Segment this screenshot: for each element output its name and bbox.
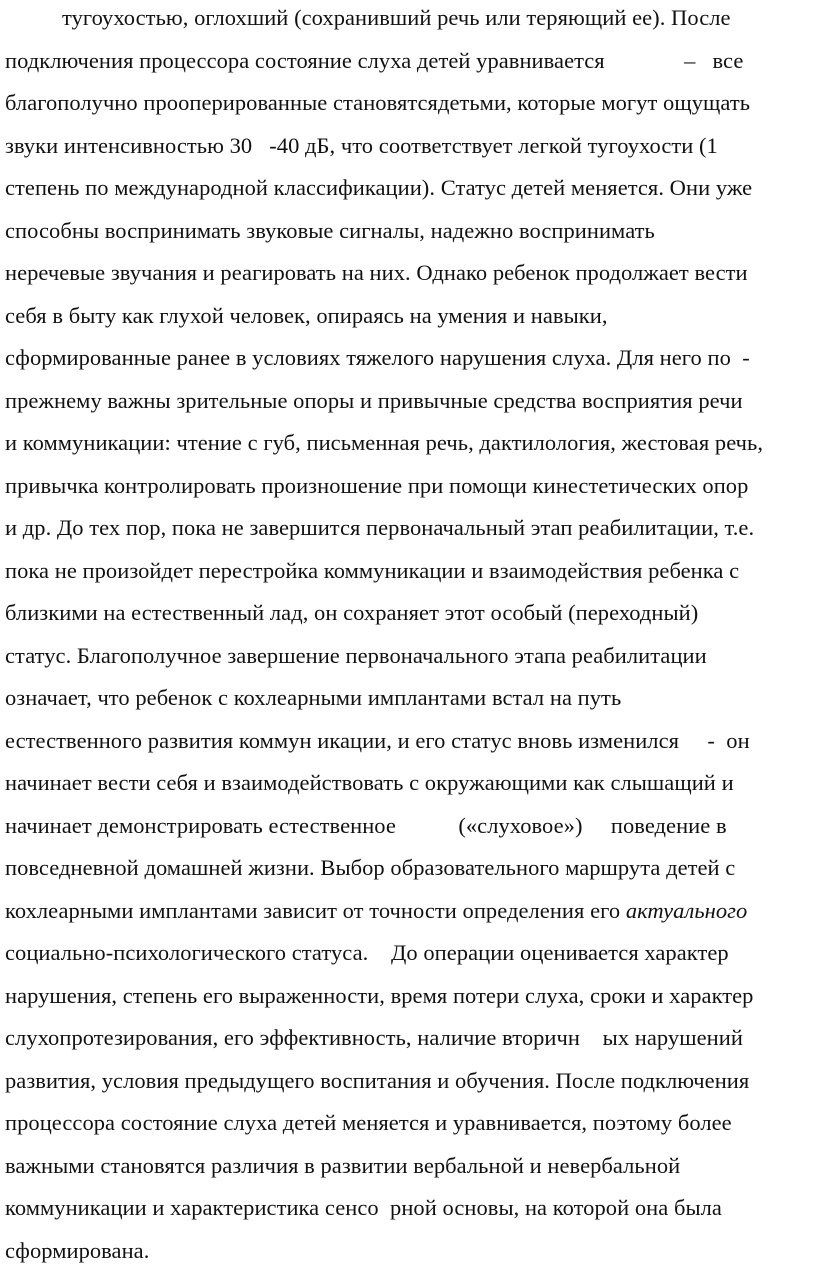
text-line: означает, что ребенок с кохлеарными имплантами встал на путь — [5, 685, 622, 710]
text-line: коммуникации и характеристика сенсо рной основы, на которой она была — [5, 1195, 722, 1220]
text-line: пока не произойдет перестройка коммуникации и взаимодействия ребенка с — [5, 558, 740, 583]
text-line: степень по международной классификации). Статус детей меняется. Они уже — [5, 175, 753, 200]
text-line: социально-психологического статуса. До операции оценивается характер — [5, 940, 729, 965]
text-line: слухопротезирования, его эффективность, наличие вторичн ых нарушений — [5, 1025, 743, 1050]
text-line: себя в быту как глухой человек, опираясь на умения и навыки, — [5, 303, 608, 328]
text-line: и др. До тех пор, пока не завершится первоначальный этап реабилитации, т.е. — [5, 515, 755, 540]
text-line: привычка контролировать произношение при помощи кинестетических опор — [5, 473, 749, 498]
text-line: способны воспринимать звуковые сигналы, надежно воспринимать — [5, 218, 655, 243]
text-line: естественного развития коммун икации, и его статус вновь изменился - он — [5, 728, 750, 753]
text-line: процессора состояние слуха детей меняется и уравнивается, поэтому более — [5, 1110, 732, 1135]
text-line: прежнему важны зрительные опоры и привычные средства восприятия речи — [5, 388, 743, 413]
text-line: тугоухостью, оглохший (сохранивший речь или теряющий ее). После — [62, 5, 731, 30]
text-line: звуки интенсивностью 30 -40 дБ, что соответствует легкой тугоухости (1 — [5, 133, 718, 158]
text-line: развития, условия предыдущего воспитания и обучения. После подключения — [5, 1068, 750, 1093]
text-line: сформирована. — [5, 1238, 150, 1263]
text-line: начинает вести себя и взаимодействовать с окружающими как слышащий и — [5, 770, 734, 795]
text-line — [5, 897, 747, 925]
text-line: и коммуникации: чтение с губ, письменная речь, дактилология, жестовая речь, — [5, 430, 764, 455]
text-line: важными становятся различия в развитии вербальной и невербальной — [5, 1153, 681, 1178]
text-line: подключения процессора состояние слуха детей уравнивается – все — [5, 48, 744, 73]
text-line: неречевые звучания и реагировать на них. Однако ребенок продолжает вести — [5, 260, 748, 285]
text-line: статус. Благополучное завершение первоначального этапа реабилитации — [5, 643, 707, 668]
text-line: сформированные ранее в условиях тяжелого нарушения слуха. Для него по - — [5, 345, 750, 370]
text-line: благополучно прооперированные становятсядетьми, которые могут ощущать — [5, 90, 751, 115]
text-line: повседневной домашней жизни. Выбор образовательного маршрута детей с — [5, 855, 736, 880]
italic-term: актуального — [625, 898, 748, 923]
text-line: начинает демонстрировать естественное («слуховое») поведение в — [5, 813, 727, 838]
text-line: близкими на естественный лад, он сохраняет этот особый (переходный) — [5, 600, 699, 625]
text-line: нарушения, степень его выраженности, время потери слуха, сроки и характер — [5, 983, 754, 1008]
text-segment: кохлеарными имплантами зависит от точности определения его — [5, 898, 626, 923]
